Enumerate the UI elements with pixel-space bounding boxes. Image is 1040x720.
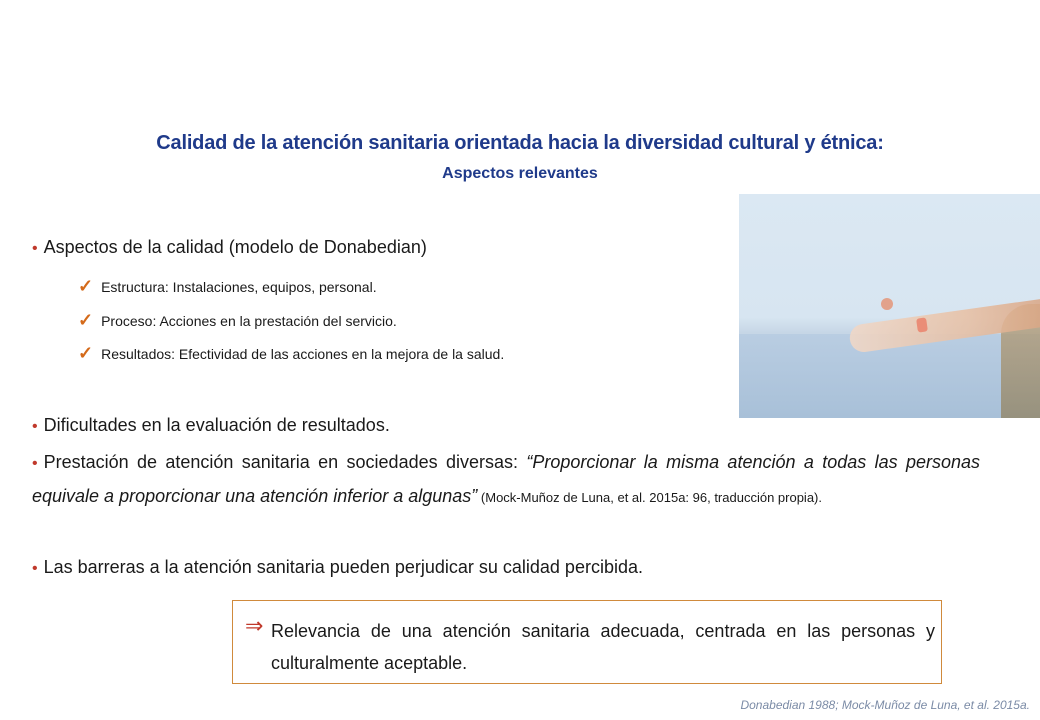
bullet-provision-paragraph xyxy=(32,446,980,514)
photo-wristband xyxy=(916,317,928,332)
provision-quote: “Proporcionar la misma atención a todas las personas equivale a proporcionar una atención inferior a algunas” xyxy=(32,452,980,506)
bullet-icon: • xyxy=(32,240,38,257)
callout-text: Relevancia de una atención sanitaria adecuada, centrada en las personas y culturalmente aceptable. xyxy=(271,621,935,673)
implies-arrow-icon: ⇒ xyxy=(245,613,264,638)
bullet-difficulties xyxy=(32,416,390,435)
checkmark-icon: ✓ xyxy=(78,276,94,296)
check-item-process xyxy=(78,310,397,331)
bullet-icon: • xyxy=(32,455,38,472)
bullet-difficulties-text: Dificultades en la evaluación de resultados. xyxy=(43,415,390,435)
bullet-barriers xyxy=(32,558,643,577)
slide-subtitle: Aspectos relevantes xyxy=(442,165,598,182)
bullet-icon: • xyxy=(32,418,38,435)
checkmark-icon: ✓ xyxy=(78,343,94,363)
source-citation: Donabedian 1988; Mock-Muñoz de Luna, et al. 2015a. xyxy=(740,698,1030,712)
photo-ball xyxy=(881,298,893,310)
provision-lead-text: Prestación de atención sanitaria en sociedades diversas: xyxy=(43,452,527,472)
check-results-text: Resultados: Efectividad de las acciones en la mejora de la salud. xyxy=(101,346,505,362)
callout-box xyxy=(232,600,942,684)
check-item-structure xyxy=(78,276,377,297)
bullet-quality-text: Aspectos de la calidad (modelo de Donabedian) xyxy=(43,237,427,257)
provision-citation: (Mock-Muñoz de Luna, et al. 2015a: 96, traducción propia). xyxy=(477,490,822,505)
bullet-icon: • xyxy=(32,560,38,577)
checkmark-icon: ✓ xyxy=(78,310,94,330)
bullet-quality-aspects xyxy=(32,238,427,257)
slide-title: Calidad de la atención sanitaria orientada hacia la diversidad cultural y étnica: xyxy=(156,132,884,154)
check-item-results xyxy=(78,343,504,364)
check-process-text: Proceso: Acciones en la prestación del servicio. xyxy=(101,313,397,329)
decorative-photo xyxy=(739,194,1040,418)
check-structure-text: Estructura: Instalaciones, equipos, personal. xyxy=(101,279,377,295)
bullet-barriers-text: Las barreras a la atención sanitaria pueden perjudicar su calidad percibida. xyxy=(43,557,643,577)
